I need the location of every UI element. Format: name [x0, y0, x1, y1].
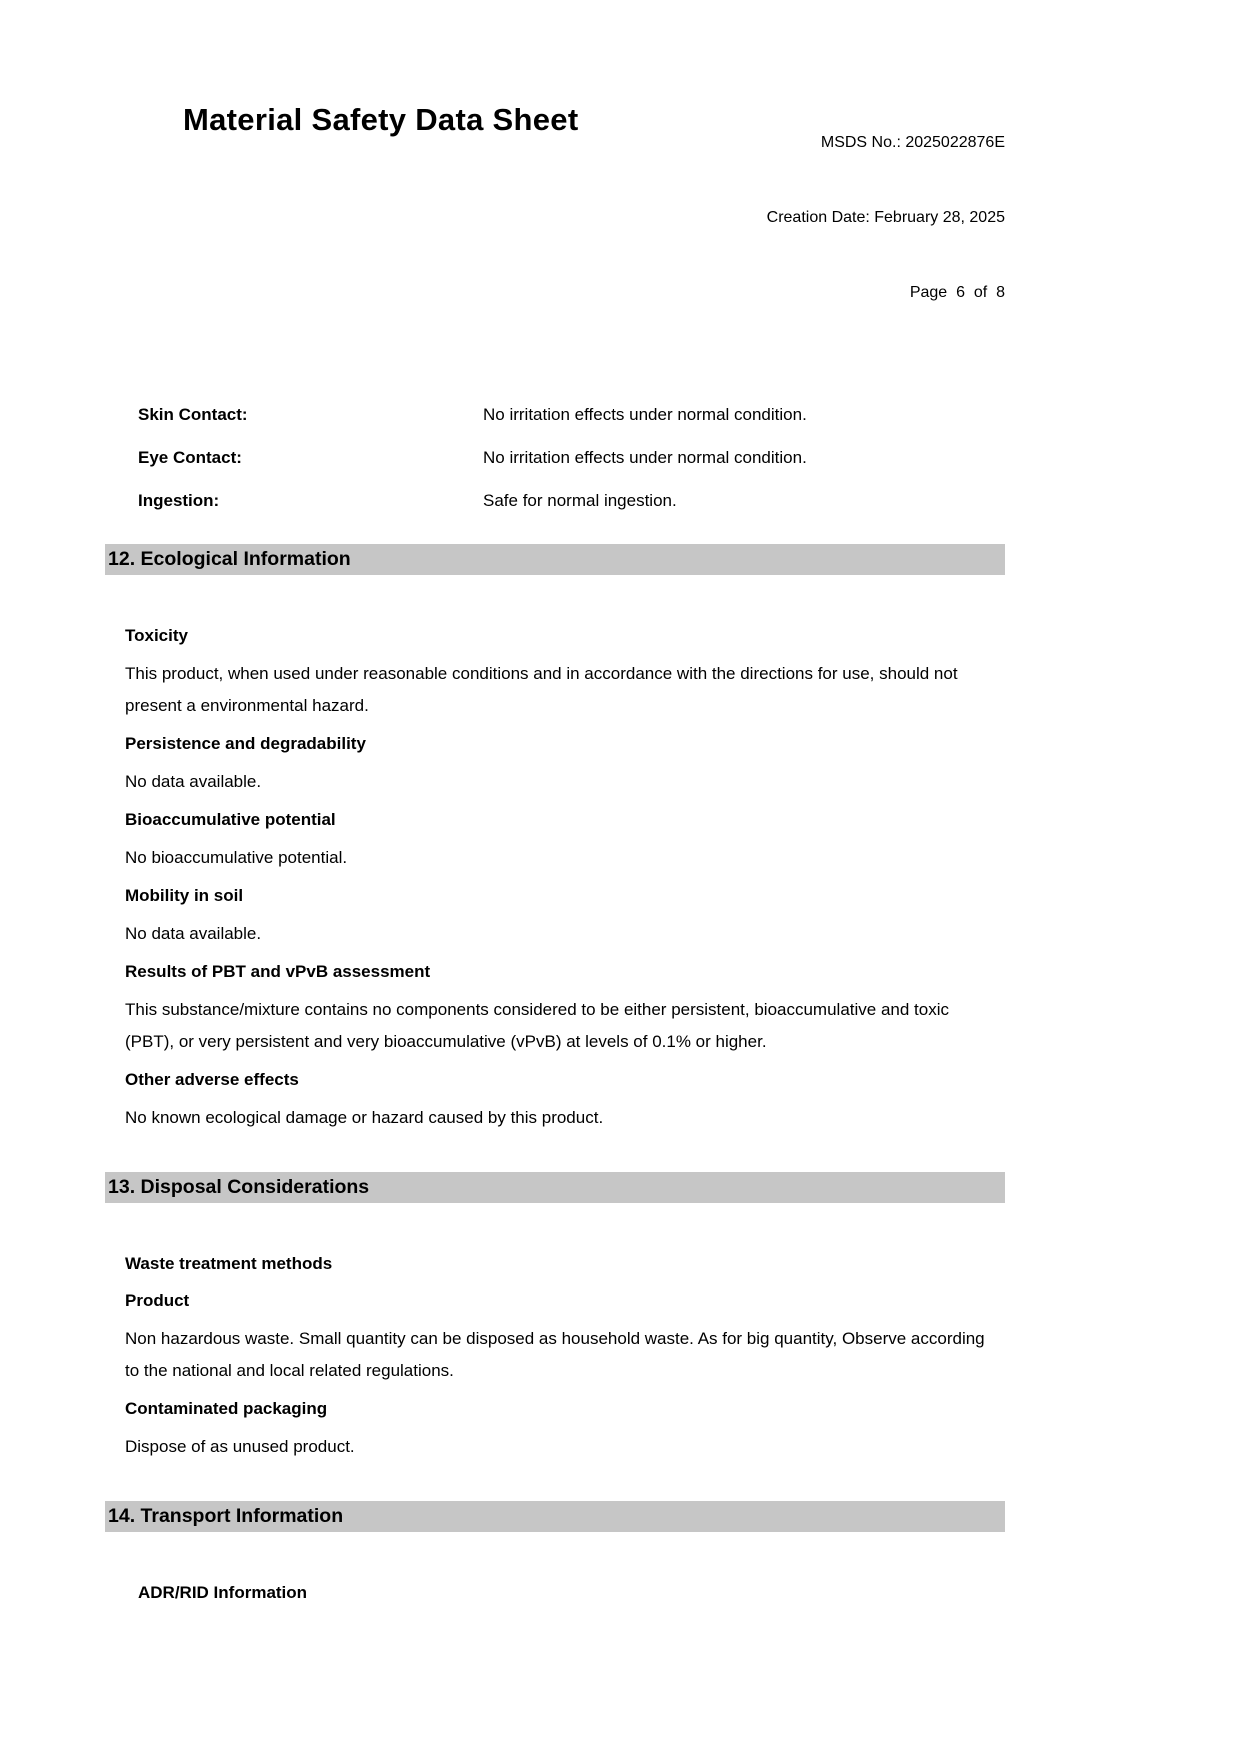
- section-13-heading: 13. Disposal Considerations: [105, 1172, 1005, 1203]
- subheading-pbt-vpvb-assessment: Results of PBT and vPvB assessment: [125, 962, 431, 981]
- exposure-effects-table: [105, 402, 1005, 514]
- subheading-waste-treatment-methods: Waste treatment methods: [125, 1254, 333, 1273]
- subheading-contaminated-packaging: Contaminated packaging: [125, 1399, 328, 1418]
- section-transport-information: [105, 1501, 1005, 1616]
- skin-contact-label: Skin Contact:: [138, 405, 248, 424]
- subheading-persistence-degradability: Persistence and degradability: [125, 734, 366, 753]
- creation-date: Creation Date: February 28, 2025: [766, 209, 1005, 226]
- paragraph-toxicity: This product, when used under reasonable conditions and in accordance with the directions for use, should not present a environmental hazard.: [125, 664, 958, 715]
- paragraph-product-disposal: Non hazardous waste. Small quantity can be disposed as household waste. As for big quantity, Observe according to the national and local related regulations.: [125, 1329, 985, 1380]
- eye-contact-value: No irritation effects under normal condition.: [483, 448, 807, 467]
- skin-contact-value: No irritation effects under normal condition.: [483, 405, 807, 424]
- subheading-product: Product: [125, 1291, 190, 1310]
- ingestion-label: Ingestion:: [138, 491, 220, 510]
- subheading-toxicity: Toxicity: [125, 626, 188, 645]
- section-14-body: [105, 1578, 1005, 1616]
- page-indicator: Page 6 of 8: [909, 284, 1005, 301]
- paragraph-bioaccumulative-potential: No bioaccumulative potential.: [125, 848, 348, 867]
- subheading-mobility-in-soil: Mobility in soil: [125, 886, 244, 905]
- ingestion-value: Safe for normal ingestion.: [483, 491, 677, 510]
- section-12-heading: 12. Ecological Information: [105, 544, 1005, 575]
- paragraph-persistence-degradability: No data available.: [125, 772, 262, 791]
- skin-contact-row: [105, 402, 1005, 428]
- paragraph-contaminated-packaging: Dispose of as unused product.: [125, 1437, 355, 1456]
- paragraph-pbt-vpvb-assessment: This substance/mixture contains no components considered to be either persistent, bioaccumulative and toxic (PBT), or very persistent and very bioaccumulative (vPvB) at levels of 0.1% or higher.: [125, 1000, 950, 1051]
- document-header: [105, 80, 1005, 355]
- subheading-other-adverse-effects: Other adverse effects: [125, 1070, 299, 1089]
- section-disposal-considerations: [105, 1172, 1005, 1471]
- section-12-body: [105, 621, 1005, 1142]
- subheading-bioaccumulative-potential: Bioaccumulative potential: [125, 810, 336, 829]
- paragraph-mobility-in-soil: No data available.: [125, 924, 262, 943]
- document-meta: [767, 80, 1005, 355]
- section-ecological-information: [105, 544, 1005, 1142]
- paragraph-other-adverse-effects: No known ecological damage or hazard caused by this product.: [125, 1108, 604, 1127]
- ingestion-row: [105, 488, 1005, 514]
- section-13-body: [105, 1249, 1005, 1471]
- subheading-adr-rid-information: ADR/RID Information: [138, 1583, 308, 1602]
- eye-contact-label: Eye Contact:: [138, 448, 242, 467]
- document-title: Material Safety Data Sheet: [183, 102, 579, 137]
- eye-contact-row: [105, 445, 1005, 471]
- msds-number: MSDS No.: 2025022876E: [820, 134, 1005, 151]
- section-14-heading: 14. Transport Information: [105, 1501, 1005, 1532]
